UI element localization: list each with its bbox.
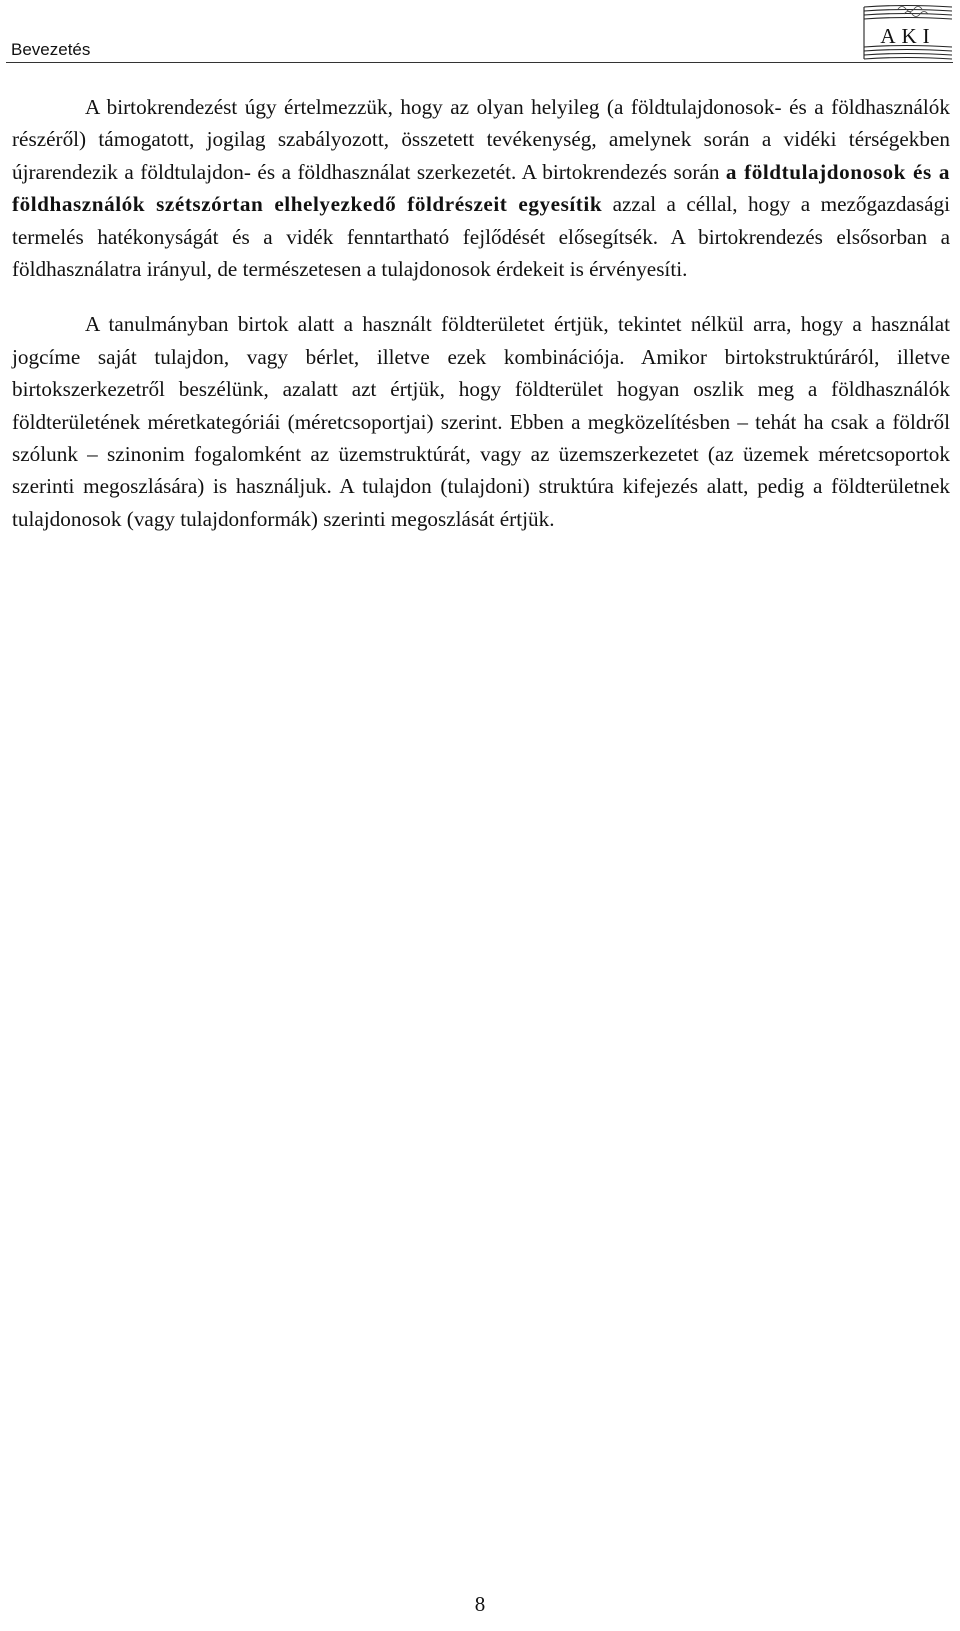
paragraph-2: A tanulmányban birtok alatt a használt földterületet értjük, tekintet nélkül arra, hogy a használat jogcíme saját tulajdon, vagy bérlet, illetve ezek kombinációja. Amikor birtokstruktúráról, illetve birtokszerkezetről beszélünk, azalatt azt értjük, hogy földterület hogyan oszlik meg a földhasználók földterületének méretkategóriái (méretcsoportjai) szerint. Ebben a megközelítésben – tehát ha csak a földről szólunk – szinonim fogalomként az üzemstruktúrát, vagy az üzemszerkezetet (az üzemek méretcsoportok szerinti megoszlására) is használjuk. A tulajdon (tulajdoni) struktúra kifejezés alatt, pedig a földterületnek tulajdonosok (vagy tulajdonformák) szerinti megoszlását értjük. xyxy=(12,312,950,531)
paragraph-1-bold-phrase: a földtulajdonosok és a földhasználók szétszórtan elhelyezkedő földrészeit egyesítik xyxy=(12,159,950,217)
paragraph-1-text-b: azzal a céllal, hogy a mezőgazdasági termelés hatékonyságát és a vidék fenntartható fejlődését elősegítsék. A birtokrendezés elsősorban a földhasználatra irányul, de természetesen a tulajdonosok érdekeit is érvényesíti. xyxy=(12,192,950,282)
section-title: Bevezetés xyxy=(11,40,91,59)
body-text xyxy=(12,91,950,535)
page-number: 8 xyxy=(474,1592,486,1616)
aki-logo xyxy=(860,2,956,66)
header-divider xyxy=(6,62,953,63)
paragraph-1-text-a: A birtokrendezést úgy értelmezzük, hogy az olyan helyileg (a földtulajdonosok- és a földhasználók részéről) támogatott, jogilag szabályozott, összetett tevékenység, amelynek során a vidéki térségekben újrarendezik a földtulajdon- és a földhasználat szerkezetét. A birtokrendezés során xyxy=(12,95,950,184)
paragraph-1 xyxy=(12,91,950,285)
logo-text: AKI xyxy=(880,24,936,48)
